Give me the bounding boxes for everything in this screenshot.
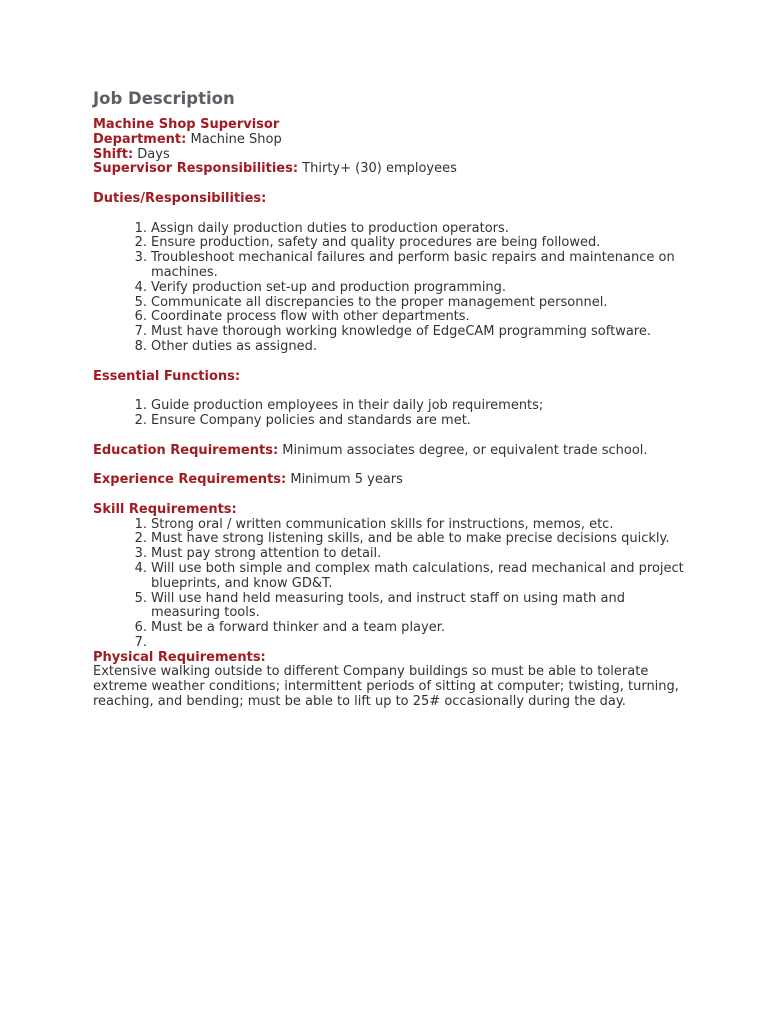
list-text: Must have strong listening skills, and be able to make precise decisions quickly. (151, 531, 670, 547)
department-value: Machine Shop (186, 131, 282, 147)
list-item (93, 325, 693, 340)
list-item (93, 532, 693, 547)
physical-requirements-text: Extensive walking outside to different Company buildings so must be able to tolerate extreme weather conditions; intermittent periods of sitting at computer; twisting, turning, reaching, and bending; must be able to lift up to 25# occasionally during the day. (93, 664, 679, 710)
list-item (93, 222, 693, 237)
list-item (93, 414, 693, 429)
education-requirements (93, 444, 693, 459)
list-number: 3. (134, 250, 147, 266)
list-number: 2. (134, 412, 147, 428)
supervisor-responsibilities-value: Thirty+ (30) employees (298, 161, 457, 177)
list-text: Strong oral / written communication skills for instructions, memos, etc. (151, 516, 614, 532)
list-text: Ensure Company policies and standards are met. (151, 412, 471, 428)
duties-heading: Duties/Responsibilities: (93, 190, 267, 206)
list-number: 8. (134, 338, 147, 354)
list-text: Must have thorough working knowledge of EdgeCAM programming software. (151, 324, 651, 340)
list-number: 1. (134, 398, 147, 414)
list-item (93, 592, 693, 622)
list-text: Must pay strong attention to detail. (151, 546, 382, 562)
list-text: Communicate all discrepancies to the proper management personnel. (151, 294, 608, 310)
list-number: 3. (134, 546, 147, 562)
supervisor-responsibilities-label: Supervisor Responsibilities: (93, 161, 299, 177)
experience-requirements (93, 473, 693, 488)
education-value: Minimum associates degree, or equivalent trade school. (278, 442, 648, 458)
list-text: Ensure production, safety and quality procedures are being followed. (151, 235, 601, 251)
skill-requirements-list (93, 518, 693, 651)
list-item (93, 236, 693, 251)
list-number: 5. (134, 294, 147, 310)
shift-value: Days (133, 146, 170, 162)
list-text: Must be a forward thinker and a team player. (151, 620, 445, 636)
list-number: 7. (134, 634, 147, 650)
list-item (93, 281, 693, 296)
list-number: 4. (134, 279, 147, 295)
list-number: 2. (134, 235, 147, 251)
list-item (93, 296, 693, 311)
list-item (93, 547, 693, 562)
list-item (93, 636, 693, 651)
list-item (93, 399, 693, 414)
list-item (93, 340, 693, 355)
essential-functions-heading: Essential Functions: (93, 368, 241, 384)
list-item (93, 251, 693, 281)
list-number: 4. (134, 560, 147, 576)
document-page (93, 88, 693, 710)
list-item (93, 621, 693, 636)
list-number: 1. (134, 220, 147, 236)
shift-label: Shift: (93, 146, 134, 162)
list-text: Other duties as assigned. (151, 338, 318, 354)
list-number: 1. (134, 516, 147, 532)
list-text: Coordinate process flow with other departments. (151, 309, 470, 325)
list-text: Guide production employees in their daily job requirements; (151, 398, 544, 414)
education-label: Education Requirements: (93, 442, 279, 458)
job-title: Machine Shop Supervisor (93, 117, 280, 132)
skill-requirements-heading: Skill Requirements: (93, 501, 237, 517)
list-text: Assign daily production duties to production operators. (151, 220, 509, 236)
experience-label: Experience Requirements: (93, 472, 287, 488)
list-text: Will use hand held measuring tools, and instruct staff on using math and measuring tools. (151, 590, 625, 621)
physical-requirements-heading: Physical Requirements: (93, 649, 266, 665)
list-text: Will use both simple and complex math calculations, read mechanical and project blueprints, and know GD&T. (151, 560, 684, 591)
shift-line (93, 148, 693, 163)
list-number: 6. (134, 620, 147, 636)
list-number: 2. (134, 531, 147, 547)
list-number: 7. (134, 324, 147, 340)
list-number: 6. (134, 309, 147, 325)
list-text: Troubleshoot mechanical failures and perform basic repairs and maintenance on machines. (151, 250, 675, 280)
list-item (93, 310, 693, 325)
list-item (93, 518, 693, 533)
document-title: Job Description (93, 89, 235, 108)
department-line (93, 133, 693, 148)
experience-value: Minimum 5 years (286, 472, 403, 488)
list-number: 5. (134, 590, 147, 606)
duties-list (93, 222, 693, 355)
department-label: Department: (93, 131, 187, 147)
supervisor-responsibilities-line (93, 162, 693, 177)
list-item (93, 562, 693, 592)
essential-functions-list (93, 399, 693, 429)
list-text: Verify production set-up and production programming. (151, 279, 507, 295)
